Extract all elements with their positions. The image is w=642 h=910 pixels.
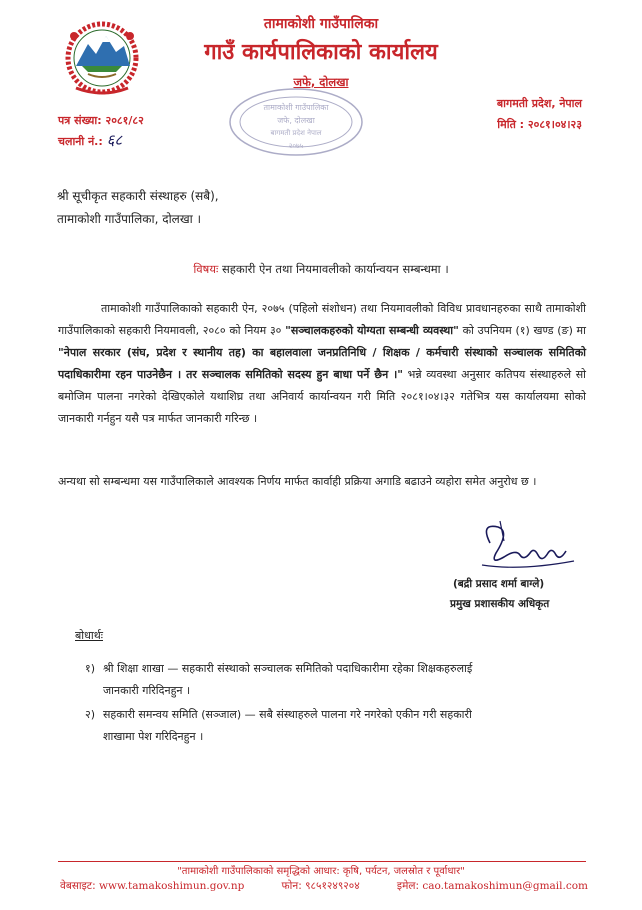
dispatch-value: ६८ [106, 131, 123, 149]
signer-name: (बद्री प्रसाद शर्मा बाग्ले) [453, 578, 545, 590]
office-address: जफे, दोलखा [293, 75, 349, 89]
cc-item-text-cont: जानकारी गरिदिनहुन । [103, 684, 191, 697]
body-text-bold: "नेपाल सरकार (संघ, प्रदेश र स्थानीय तह) का बहालवाला जनप्रतिनिधि / शिक्षक / कर्मचारी संस्थाको सञ्चालक समितिको पदाधिकारीमा रहन पाउनेछैन । तर सञ्चालक समितिको सदस्य हुन बाधा पर्ने छैन ।" [58, 346, 586, 381]
handwritten-signature [470, 513, 582, 579]
website-link[interactable]: www.tamakoshimun.gov.np [98, 880, 245, 892]
cc-item-text: सहकारी समन्वय समिति (सञ्जाल) — सबै संस्थाहरुले पालना गरे नगरेको एकीन गरी सहकारी [103, 708, 472, 721]
office-stamp [226, 86, 366, 158]
subject-line [0, 262, 642, 277]
letter-date: मिति : २०८१।०४।२३ [497, 118, 582, 131]
cc-item-number: २) [85, 708, 96, 721]
email-link[interactable]: cao.tamakoshimun@gmail.com [422, 880, 588, 892]
subject-text: सहकारी ऐन तथा नियमावलीको कार्यान्वयन सम्बन्धमा । [218, 262, 449, 276]
cc-item-text-cont: शाखामा पेश गरिदिनहुन । [103, 730, 204, 743]
cc-item-text: श्री शिक्षा शाखा — सहकारी संस्थाको सञ्चालक समितिको पदाधिकारीमा रहेका शिक्षकहरुलाई [103, 662, 473, 675]
municipality-name: तामाकोशी गाउँपालिका [263, 16, 379, 32]
body-paragraph-2: अन्यथा सो सम्बन्धमा यस गाउँपालिकाले आवश्यक निर्णय मार्फत कार्वाही प्रक्रिया अगाडि बढाउने व्यहोरा समेत अनुरोध छ । [58, 475, 537, 488]
province-line: बागमती प्रदेश, नेपाल [496, 97, 582, 110]
footer-divider [58, 861, 586, 862]
website-label: वेबसाइट: [60, 880, 96, 892]
reference-number: पत्र संख्या: २०८१/८२ [58, 114, 144, 127]
dispatch-number [58, 130, 122, 150]
svg-text:जफे, दोलखा: जफे, दोलखा [277, 116, 315, 125]
dispatch-label: चलानी नं.: [58, 135, 103, 148]
recipient-line-1: श्री सूचीकृत सहकारी संस्थाहरु (सबै), [57, 189, 219, 203]
svg-text:बागमती प्रदेश नेपाल: बागमती प्रदेश नेपाल [270, 129, 322, 137]
svg-text:तामाकोशी गाउँपालिका: तामाकोशी गाउँपालिका [263, 103, 329, 112]
footer-phone [282, 879, 360, 893]
signer-title: प्रमुख प्रशासकीय अधिकृत [450, 598, 550, 610]
footer-website [60, 879, 244, 893]
phone-label: फोन: [281, 880, 302, 892]
subject-label: विषयः [193, 262, 219, 276]
footer-contact [60, 879, 588, 893]
footer-motto: "तामाकोशी गाउँपालिकाको समृद्धिको आधार: कृषि, पर्यटन, जलस्रोत र पूर्वाधार" [177, 866, 465, 877]
recipient-line-2: तामाकोशी गाउँपालिका, दोलखा । [57, 212, 202, 226]
cc-item [85, 704, 585, 748]
cc-item-number: १) [85, 662, 96, 675]
body-text: भन्ने व्यवस्था अनुसार कतिपय संस्थाहरुले सो बमोजिम पालना नगरेको देखिएकोले यथाशिघ्र तथा अनिवार्य कार्यान्वयन गरी मिति २०८१।०४।३२ गतेभित्र यस कार्यालयमा सोको जानकारी गर्नहुन यसै पत्र मार्फत जानकारी गरिन्छ । [58, 368, 587, 425]
footer-email [397, 879, 588, 893]
body-text: को उपनियम (१) खण्ड (ङ) मा [458, 324, 586, 337]
phone-number: ९८५१२४९२०४ [305, 880, 360, 892]
svg-text:२०७५: २०७५ [288, 142, 304, 150]
cc-item [85, 658, 585, 702]
body-paragraph-1 [58, 298, 586, 430]
body-text-bold: "सञ्चालकहरुको योग्यता सम्बन्धी व्यवस्था" [285, 324, 459, 337]
body-text: तामाकोशी गाउँपालिकाको सहकारी ऐन, २०७५ (पहिलो संशोधन) तथा नियमावलीको विविध प्रावधानहरुका साथै तामाकोशी गाउँपालिकाको सहकारी नियमावली, २०८० को नियम ३० [58, 302, 586, 337]
email-label: इमेल: [396, 880, 420, 892]
cc-heading: बोधार्थः [75, 629, 103, 642]
office-title: गाउँ कार्यपालिकाको कार्यालय [204, 40, 438, 65]
